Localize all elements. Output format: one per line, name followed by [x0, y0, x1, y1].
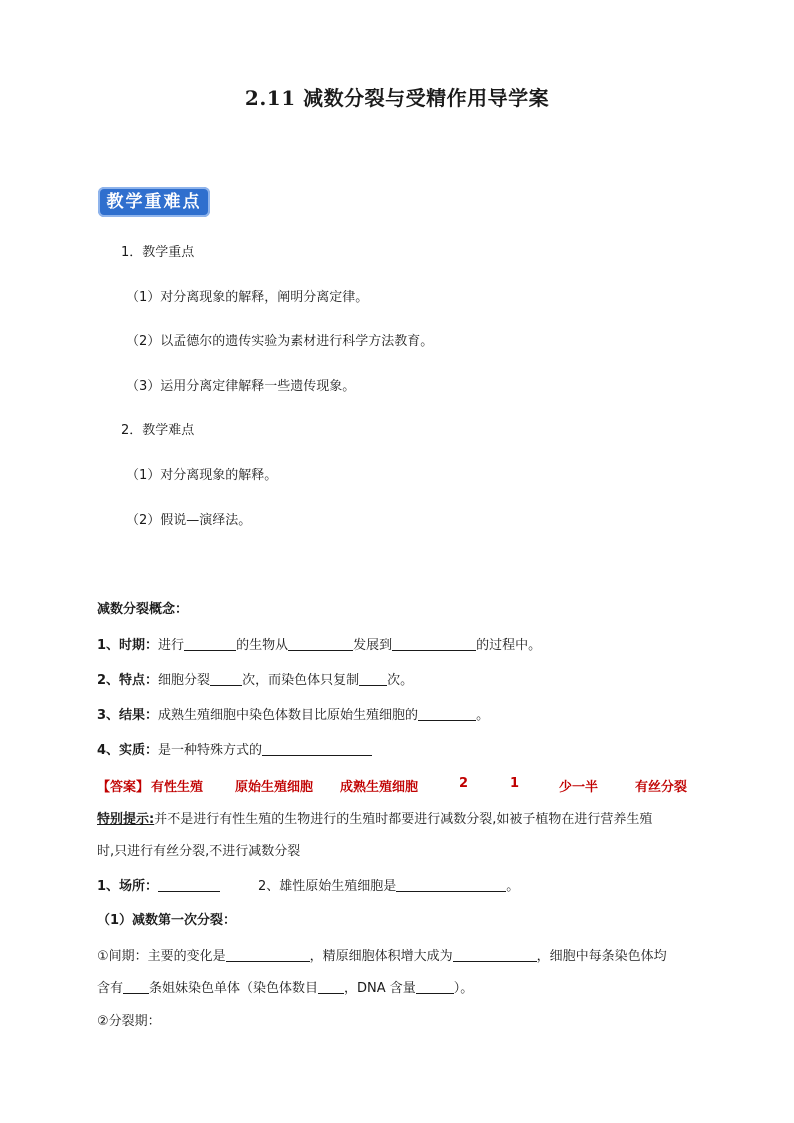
question-period	[97, 636, 541, 655]
question-result	[97, 706, 489, 725]
answer-item: 成熟生殖细胞	[340, 780, 419, 795]
focus-item-3: （3）运用分离定律解释一些遗传现象。	[126, 379, 356, 394]
question-text: 次，而染色体只复制	[242, 673, 360, 688]
tip-text: 并不是进行有性生殖的生物进行的生殖时都要进行减数分裂,如被子植物在进行营养生殖	[154, 812, 653, 827]
blank	[123, 979, 149, 994]
section-badge: 教学重难点	[98, 187, 210, 217]
question-text: 进行	[158, 638, 185, 653]
question-text: 的生物从	[236, 638, 289, 653]
question-text: 是一种特殊方式的	[158, 743, 263, 758]
difficulty-item-2: （2）假说—演绎法。	[126, 513, 252, 528]
question-text: 。	[506, 879, 520, 894]
answer-item: 2	[459, 776, 469, 791]
answer-item: 少一半	[559, 780, 599, 795]
answer-item: 有性生殖	[151, 780, 204, 795]
meiosis-first-heading: （1）减数第一次分裂：	[97, 913, 237, 928]
question-text: 的过程中。	[476, 638, 542, 653]
blank	[184, 636, 236, 651]
blank	[210, 671, 242, 686]
question-essence	[97, 741, 372, 760]
blank	[226, 947, 310, 962]
question-text: 2、雄性原始生殖细胞是	[258, 879, 397, 894]
answer-item: 1	[510, 776, 520, 791]
focus-item-2: （2）以孟德尔的遗传实验为素材进行科学方法教育。	[126, 334, 434, 349]
question-male-cell	[258, 877, 519, 896]
blank	[359, 671, 387, 686]
question-text: ，细胞中每条染色体均	[536, 949, 667, 964]
tip-label: 特别提示:	[97, 812, 155, 827]
question-label: 4、实质：	[97, 743, 159, 758]
question-label: 2、特点：	[97, 673, 159, 688]
focus-heading: 1．教学重点	[121, 245, 195, 260]
question-label: 3、结果：	[97, 708, 159, 723]
question-feature	[97, 671, 413, 690]
blank	[262, 741, 372, 756]
blank	[416, 979, 454, 994]
answer-item: 原始生殖细胞	[235, 780, 314, 795]
question-text: ）。	[453, 981, 474, 996]
tip-continued: 时,只进行有丝分裂,不进行减数分裂	[97, 844, 301, 859]
interphase-line-1	[97, 947, 667, 966]
question-text: ，DNA 含量	[344, 981, 416, 996]
answer-label: 【答案】	[97, 780, 150, 795]
blank	[418, 706, 476, 721]
question-label: 1、场所：	[97, 879, 159, 894]
question-label: 1、时期：	[97, 638, 159, 653]
special-tip	[97, 811, 652, 829]
question-text: 细胞分裂	[158, 673, 211, 688]
blank	[288, 636, 353, 651]
blank	[158, 877, 220, 892]
question-text: 。	[476, 708, 490, 723]
question-text: 成熟生殖细胞中染色体数目比原始生殖细胞的	[158, 708, 419, 723]
answer-line	[97, 776, 707, 794]
question-text: 次。	[387, 673, 414, 688]
page-title: 2.11 减数分裂与受精作用导学案	[244, 86, 550, 110]
question-text: ①间期：主要的变化是	[97, 949, 226, 964]
question-text: 发展到	[353, 638, 393, 653]
question-text: ，精原细胞体积增大成为	[309, 949, 453, 964]
division-phase: ②分裂期：	[97, 1014, 161, 1029]
question-text: 条姐妹染色单体（染色体数目	[149, 981, 319, 996]
focus-item-1: （1）对分离现象的解释，阐明分离定律。	[126, 290, 369, 305]
difficulty-heading: 2．教学难点	[121, 423, 195, 438]
difficulty-item-1: （1）对分离现象的解释。	[126, 468, 278, 483]
blank	[396, 877, 506, 892]
blank	[392, 636, 476, 651]
blank	[318, 979, 344, 994]
question-place	[97, 877, 220, 896]
interphase-line-2	[97, 979, 473, 998]
concept-heading: 减数分裂概念：	[97, 602, 189, 617]
answer-item: 有丝分裂	[635, 780, 688, 795]
question-text: 含有	[97, 981, 124, 996]
blank	[453, 947, 537, 962]
